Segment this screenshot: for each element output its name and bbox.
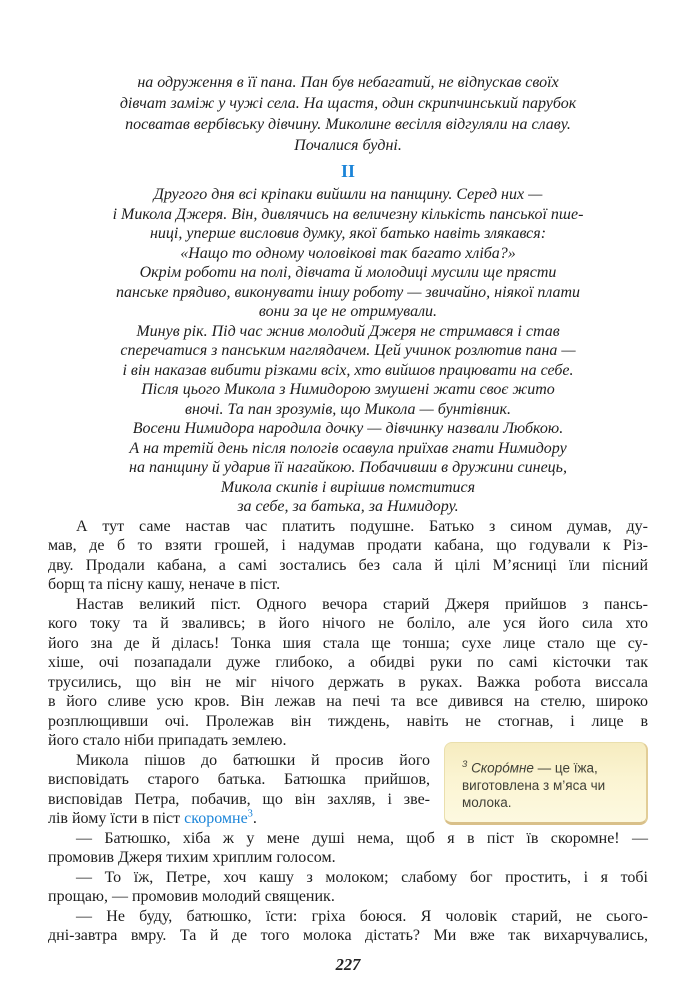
text-line: панське прядиво, виконувати іншу роботу — звичайно, ніякої плати [115,283,581,301]
text-line: дівчат заміж у чужі села. На щастя, один скрипчинський парубок [119,95,577,112]
paragraph-batyushka-text [48,751,430,829]
paragraph-pist [48,595,648,751]
dialogue-paragraph-3 [48,907,648,946]
text-line: висповідать старого батька. Батюшка прийшов, [48,771,430,788]
text-line: ниці, уперше висловив думку, якої батько навіть злякався: [149,225,547,242]
text-line: кого току та й зваливсь; в його нічого не боліло, але уся його сила хто [48,615,648,632]
text-line: борщ та пісну кашу, неначе в піст. [48,576,281,593]
text-line: висповідав Петра, побачив, що він захляв, і зве- [48,790,430,808]
batyushka-lines [48,751,430,810]
footnote-definition: — це їжа, виготовлена з м’яса чи молока. [462,760,606,810]
text-line: — Не буду, батюшко, їсти: гріха боюся. Я чоловік старий, не сього- [76,907,648,925]
text-line: — То їж, Петре, хоч кашу з молоком; слабому бог простить, і я тобі [76,868,648,886]
text-line: прощаю, — промовив молодий священик. [48,888,335,905]
text-line: на панщину й ударив її нагайкою. Побачивши в дружини синець, [129,459,567,476]
dialogue-paragraph-1 [48,829,648,868]
text-line: його стало ніби припадать землею. [48,732,287,749]
text-line: розплющивши очі. Пролежав він тиждень, навіть не стогнав, і лице в [48,712,648,730]
retell-block-2 [48,185,648,517]
text-line: на одруження в її пана. Пан був небагатий, не відпускав своїх [137,74,559,91]
text-line: А на третій день після пологів осавула приїхав гнати Нимидору [129,439,567,457]
text-line: дву. Продали кабана, а самі зостались без сала й цілі М’ясниці їли пісний [48,556,648,574]
text-line: Восени Нимидора народила дочку — дівчинку назвали Любкою. [132,420,564,437]
text-line: Микола скипів і вирішив помститися [220,478,476,496]
page-number: 227 [335,954,361,974]
footnote-reference-link[interactable] [184,810,253,827]
text-line: Другого дня всі кріпаки вийшли на панщину. Серед них — [153,186,543,203]
footnote-link-superscript: 3 [247,808,253,820]
text-line: хіше, очі позападали дуже глибоко, а обидві руки по самі кісточки так [48,654,648,671]
text-line: Минув рік. Під час жнив молодий Джеря не стримався і став [136,322,560,340]
paragraph-podushne [48,517,648,595]
text-line: Після цього Микола з Нимидорою змушені жати своє жито [141,381,555,398]
footnote-marker: 3 [462,758,468,770]
text-line: Настав великий піст. Одного вечора старий Джеря прийшов з пансь- [76,595,648,613]
text-line: Микола пішов до батюшки й просив його [76,751,430,769]
text-line: вони за це не отримували. [258,303,438,320]
text-line: Окрім роботи на полі, дівчата й молодиці мусили ще прясти [139,264,557,281]
text-line: дні-завтра вмру. Та й де того молока дістать? Ми вже так вихарчувались, [48,927,648,944]
text-line: посватав вербівську дівчину. Миколине весілля відгуляли на славу. [125,116,571,133]
paragraph-batyushka [48,751,648,829]
text-line: А тут саме настав час платить подушне. Батько з сином думав, ду- [76,517,648,535]
footnote-box [444,742,648,825]
section-heading: II [340,161,355,181]
text-line: мав, де б то взяти грошей, і надумав продати кабана, що годували к Різ- [48,537,648,554]
text-line: вночі. Та пан зрозумів, що Микола — бунтівник. [185,400,511,418]
text-line: Почалися будні. [294,137,402,154]
footnote-link-text: скоромне [184,810,248,827]
text-line: промовив Джеря тихим хриплим голосом. [48,849,336,866]
text-line: «Нащо то одному чоловікові так багато хліба?» [180,244,516,262]
footnote-term: Скорóмне [471,760,534,775]
text-line: трусились, що він не міг нічого держать в руках. Важка робота виссала [48,673,648,691]
text-line: — Батюшко, хіба ж у мене душі нема, щоб я в піст їв скоромне! — [76,829,648,847]
last-line-suffix: . [252,810,257,827]
dialogue-paragraph-2 [48,868,648,907]
text-line: його зна де й ділась! Тонка шия стала ще тонша; сухе лице стало ще су- [48,634,648,652]
text-line: за себе, за батька, за Нимидору. [237,498,459,515]
text-line: і він наказав вибити різками всіх, хто вийшов працювати на себе. [122,361,574,379]
last-line-prefix: лів йому їсти в піст [48,810,185,827]
text-line: в його сливе усю кров. Він лежав на печі та все дивився на стелю, широко [48,693,648,710]
text-line: сперечатися з панським наглядачем. Цей учинок розлютив пана — [120,342,576,359]
retell-block-1 [48,72,648,156]
text-line: і Микола Джеря. Він, дивлячись на величезну кількість панської пше- [112,205,584,223]
batyushka-last-line [48,809,430,829]
